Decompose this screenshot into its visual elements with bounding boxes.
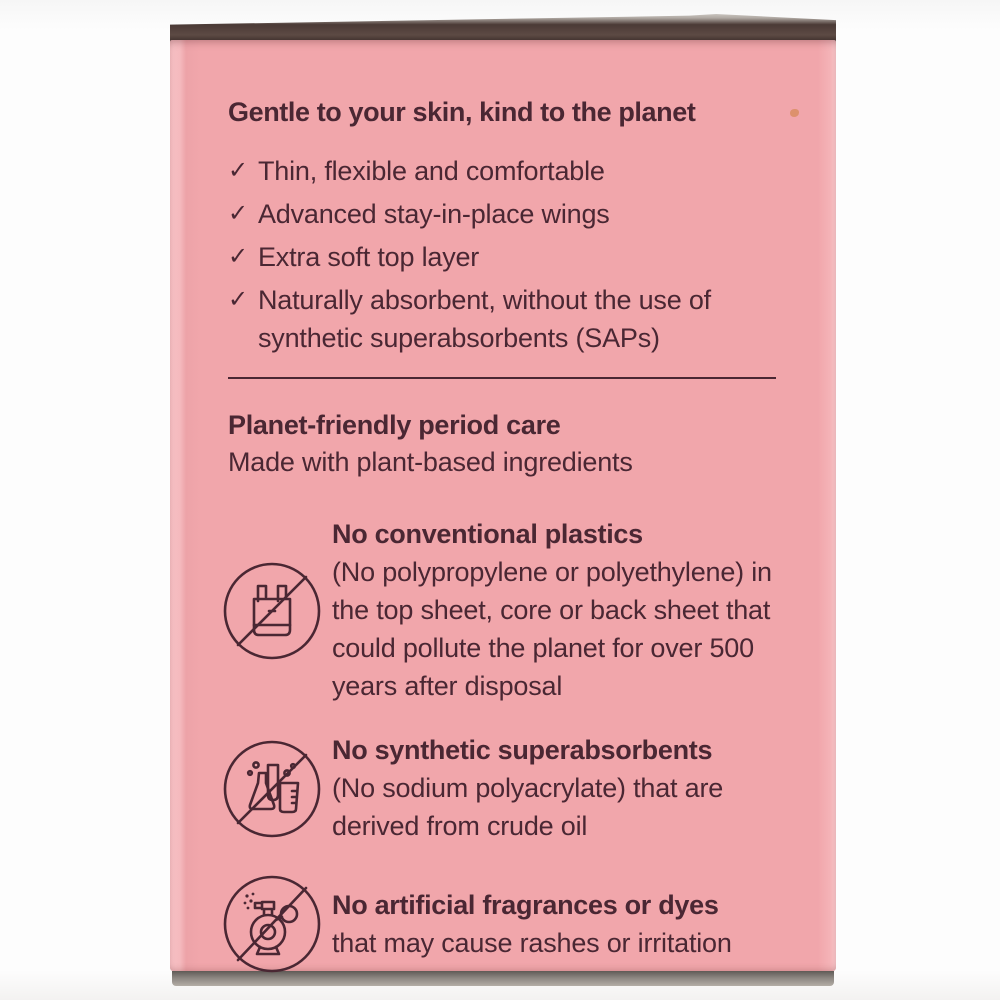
section-body: (No polypropylene or polyethylene) in the top sheet, core or back sheet that could pollute the planet for over 500 years after disposal xyxy=(332,557,772,701)
panel-subheading: Planet-friendly period care xyxy=(228,410,561,440)
section-body: that may cause rashes or irritation xyxy=(332,927,732,958)
divider-line xyxy=(228,377,776,379)
list-item-text: Naturally absorbent, without the use of synthetic superabsorbents (SAPs) xyxy=(258,285,711,353)
no-plastic-bag-icon xyxy=(220,559,324,663)
section-title: No synthetic superabsorbents xyxy=(332,735,713,765)
checkmark-icon: ✓ xyxy=(228,200,248,227)
section-no-plastics xyxy=(220,516,776,705)
list-item xyxy=(228,281,776,357)
section-text xyxy=(332,516,776,705)
box-top-edge xyxy=(170,14,836,42)
section-no-superabsorbents xyxy=(220,732,776,845)
panel-heading: Gentle to your skin, kind to the planet xyxy=(228,97,696,127)
no-synthetic-chemicals-icon xyxy=(220,737,324,841)
section-text xyxy=(332,732,776,845)
section-title: No conventional plastics xyxy=(332,519,643,549)
section-body: (No sodium polyacrylate) that are derived from crude oil xyxy=(332,773,724,841)
no-nasties-sections xyxy=(220,516,776,976)
list-item xyxy=(228,152,776,190)
section-no-fragrances xyxy=(220,872,776,976)
list-item xyxy=(228,238,776,276)
no-fragrance-spray-icon xyxy=(220,872,324,976)
list-item-text: Thin, flexible and comfortable xyxy=(258,156,605,186)
box-side-panel xyxy=(170,40,836,971)
list-item xyxy=(228,195,776,233)
checkmark-icon: ✓ xyxy=(228,243,248,270)
checkmark-icon: ✓ xyxy=(228,157,248,184)
list-item-text: Advanced stay-in-place wings xyxy=(258,199,610,229)
section-title: No artificial fragrances or dyes xyxy=(332,889,719,920)
section-text xyxy=(332,887,776,962)
product-box xyxy=(170,14,836,986)
benefits-list xyxy=(228,152,776,357)
checkmark-icon: ✓ xyxy=(228,286,248,313)
list-item-text: Extra soft top layer xyxy=(258,242,480,272)
panel-subtext: Made with plant-based ingredients xyxy=(228,447,633,477)
